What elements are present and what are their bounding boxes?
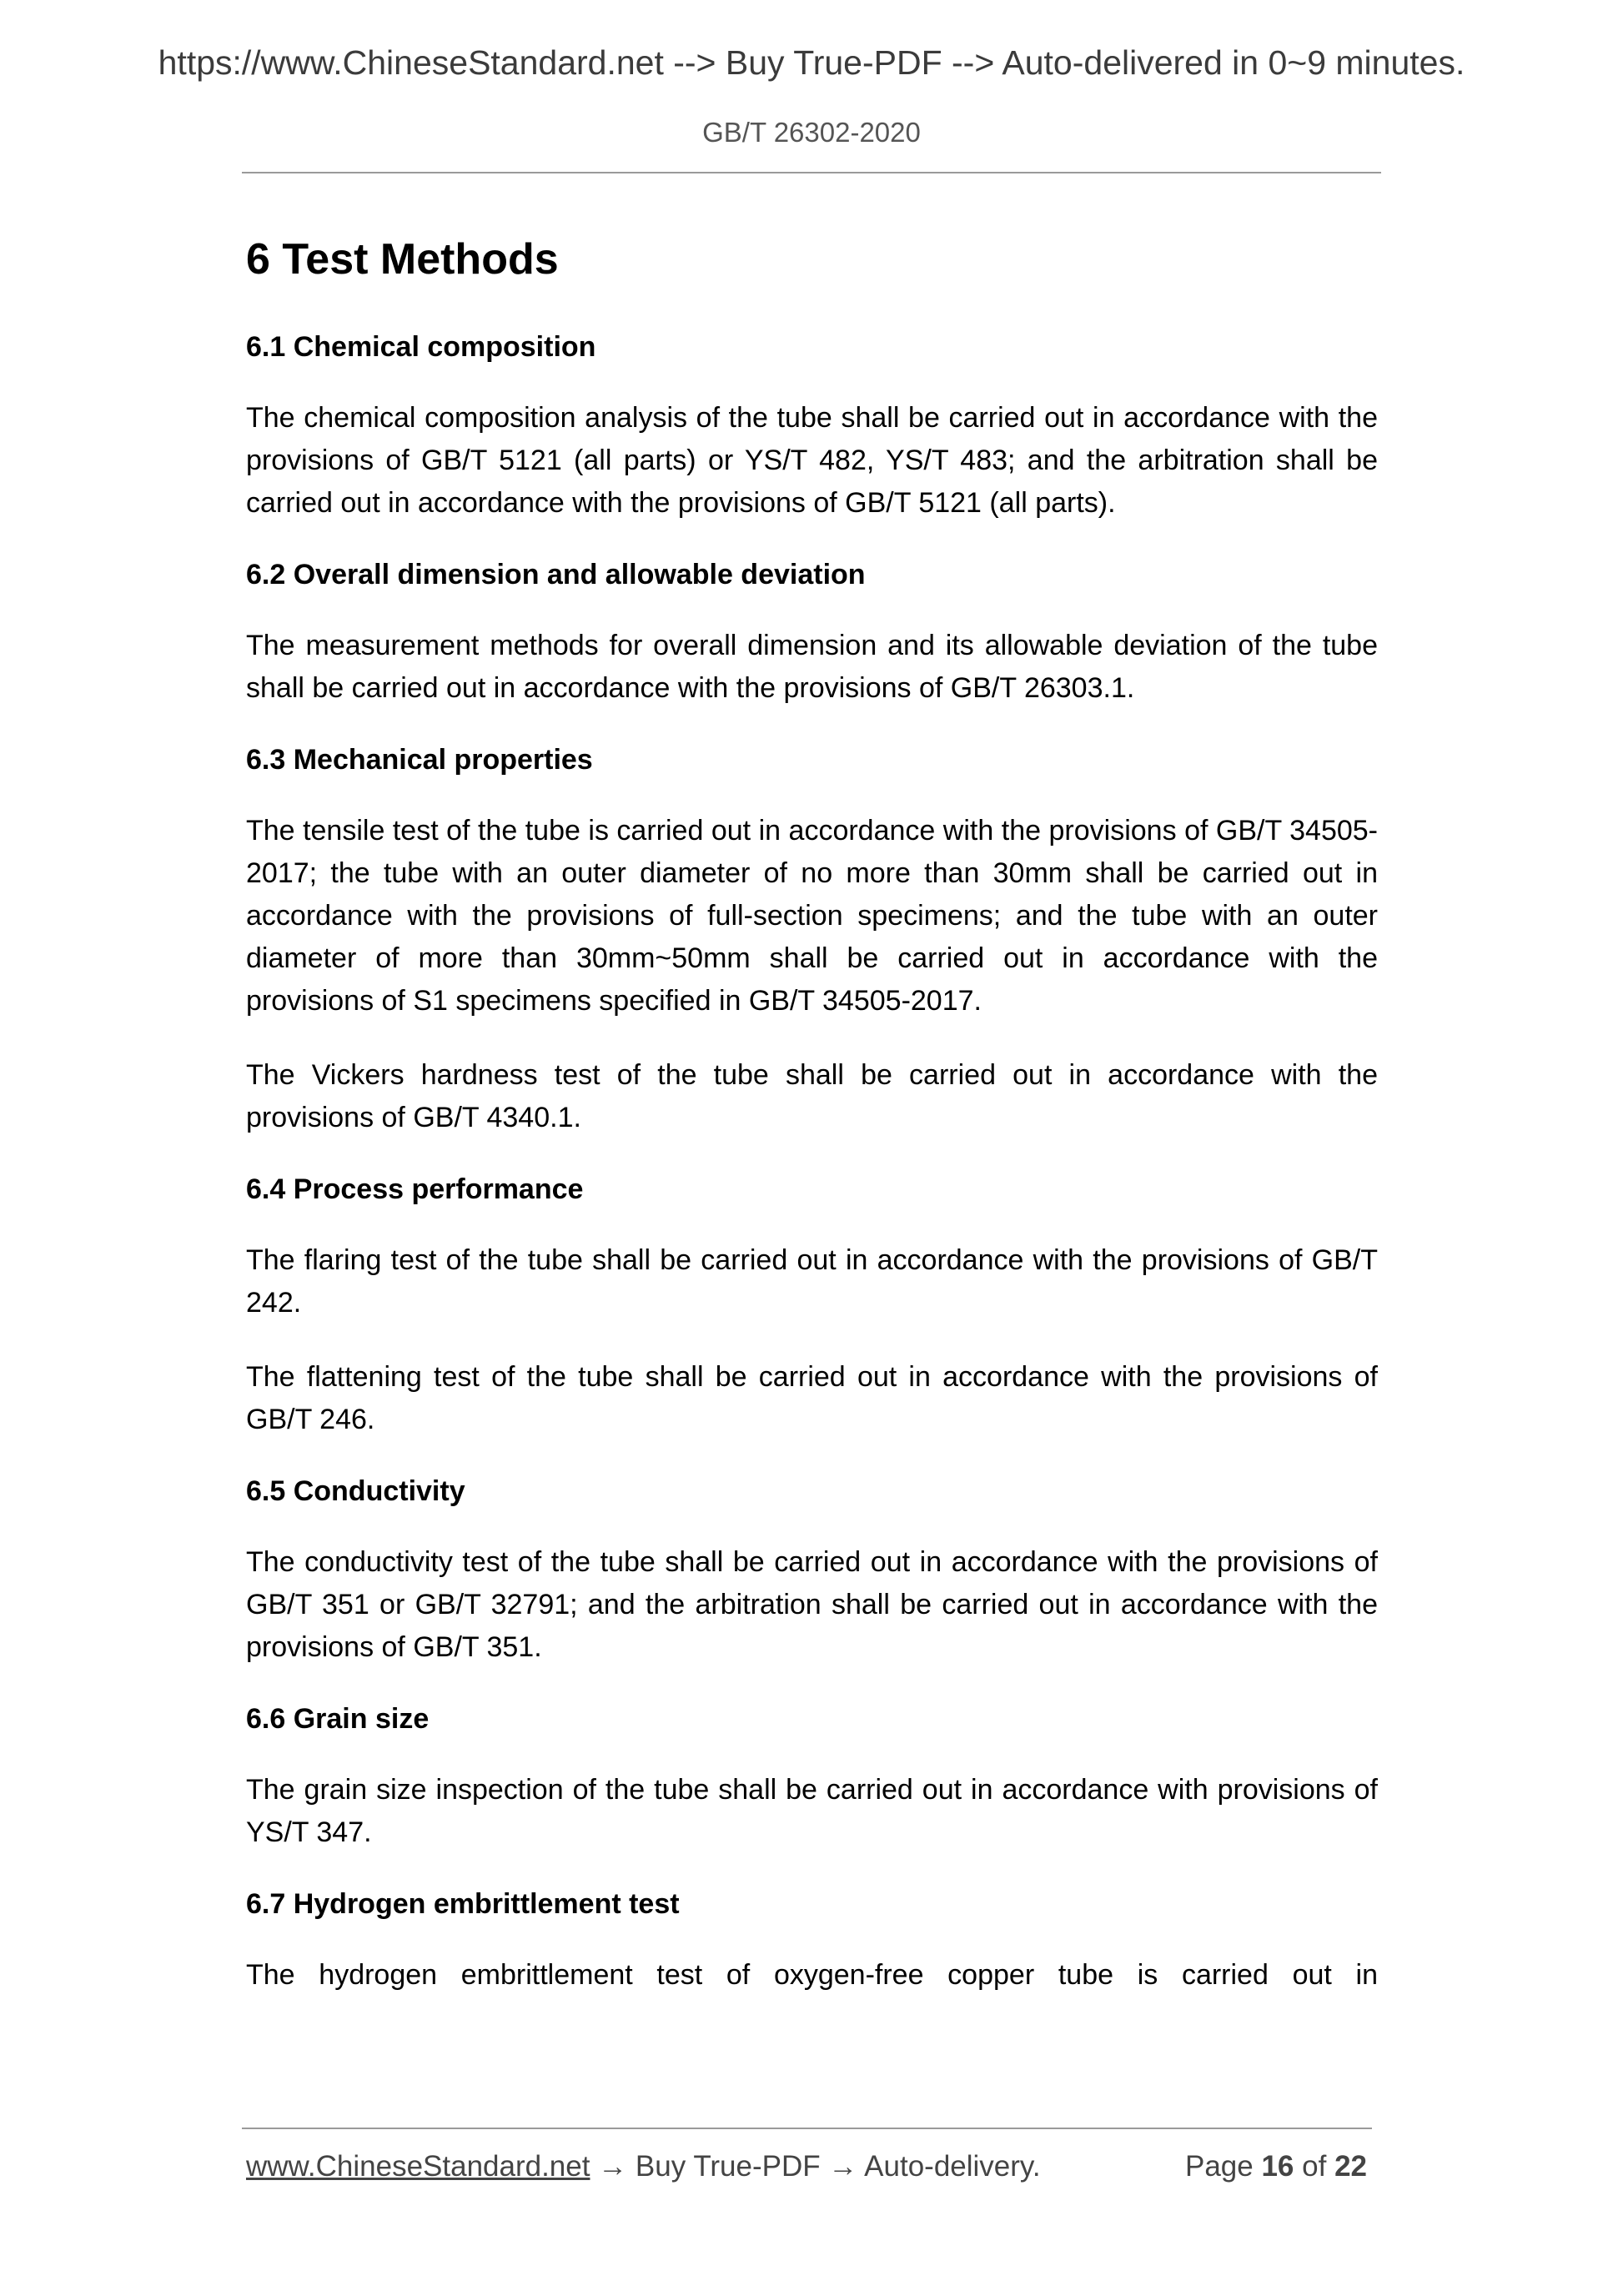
of-label: of bbox=[1302, 2150, 1327, 2183]
page-number: 16 bbox=[1261, 2150, 1294, 2183]
paragraph: The grain size inspection of the tube shall be carried out in accordance with provisions of YS/T 347. bbox=[246, 1774, 1378, 1848]
paragraph: The hydrogen embrittlement test of oxygen-free copper tube is carried out in bbox=[246, 1959, 1378, 1991]
page-content bbox=[246, 234, 1378, 2028]
subsection-6-2 bbox=[246, 556, 1378, 710]
footer-site-link[interactable]: www.ChineseStandard.net bbox=[246, 2150, 590, 2183]
subsection-6-5 bbox=[246, 1473, 1378, 1669]
subsection-6-6 bbox=[246, 1701, 1378, 1854]
subsection-heading: 6.4 Process performance bbox=[246, 1173, 584, 1205]
subsection-heading: 6.2 Overall dimension and allowable deviation bbox=[246, 559, 866, 590]
subsection-heading: 6.5 Conductivity bbox=[246, 1475, 465, 1507]
subsection-6-1 bbox=[246, 329, 1378, 525]
subsection-heading: 6.6 Grain size bbox=[246, 1703, 430, 1735]
footer-divider bbox=[242, 2128, 1372, 2129]
subsection-heading: 6.7 Hydrogen embrittlement test bbox=[246, 1888, 680, 1920]
paragraph: The measurement methods for overall dimension and its allowable deviation of the tube shall be carried out in accordance with the provisions of GB/T 26303.1. bbox=[246, 630, 1378, 704]
paragraph: The Vickers hardness test of the tube shall be carried out in accordance with the provisions of GB/T 4340.1. bbox=[246, 1059, 1378, 1133]
footer-tagline: → Buy True-PDF → Auto-delivery. bbox=[590, 2150, 1041, 2183]
page-indicator bbox=[1185, 2150, 1367, 2183]
document-code: GB/T 26302-2020 bbox=[702, 117, 921, 148]
subsection-6-3 bbox=[246, 741, 1378, 1139]
paragraph: The chemical composition analysis of the tube shall be carried out in accordance with the provisions of GB/T 5121 (all parts) or YS/T 482, YS/T 483; and the arbitration shall be carried out in accordance with the provisions of GB/T 5121 (all parts). bbox=[246, 402, 1378, 519]
subsection-heading: 6.1 Chemical composition bbox=[246, 331, 596, 363]
page-footer bbox=[246, 2150, 1372, 2183]
paragraph: The flaring test of the tube shall be carried out in accordance with the provisions of GB/T 242. bbox=[246, 1244, 1378, 1319]
paragraph: The tensile test of the tube is carried out in accordance with the provisions of GB/T 34505-2017; the tube with an outer diameter of no more than 30mm shall be carried out in accordance with the provisions of full-section specimens; and the tube with an outer diameter of more than 30mm~50mm shall be carried out in accordance with the provisions of S1 specimens specified in GB/T 34505-2017. bbox=[246, 815, 1378, 1017]
paragraph: The flattening test of the tube shall be carried out in accordance with the provisions of GB/T 246. bbox=[246, 1361, 1378, 1435]
page-label: Page bbox=[1184, 2150, 1254, 2183]
page-total: 22 bbox=[1334, 2150, 1367, 2183]
paragraph: The conductivity test of the tube shall be carried out in accordance with the provisions of GB/T 351 or GB/T 32791; and the arbitration shall be carried out in accordance with the provisions of GB/T 351. bbox=[246, 1546, 1378, 1663]
source-banner: https://www.ChineseStandard.net --> Buy True-PDF --> Auto-delivered in 0~9 minutes. bbox=[158, 43, 1465, 82]
subsection-6-7 bbox=[246, 1886, 1378, 1997]
subsection-heading: 6.3 Mechanical properties bbox=[246, 744, 593, 776]
section-title: 6 Test Methods bbox=[246, 235, 559, 284]
subsection-6-4 bbox=[246, 1171, 1378, 1441]
header-divider bbox=[242, 172, 1381, 173]
